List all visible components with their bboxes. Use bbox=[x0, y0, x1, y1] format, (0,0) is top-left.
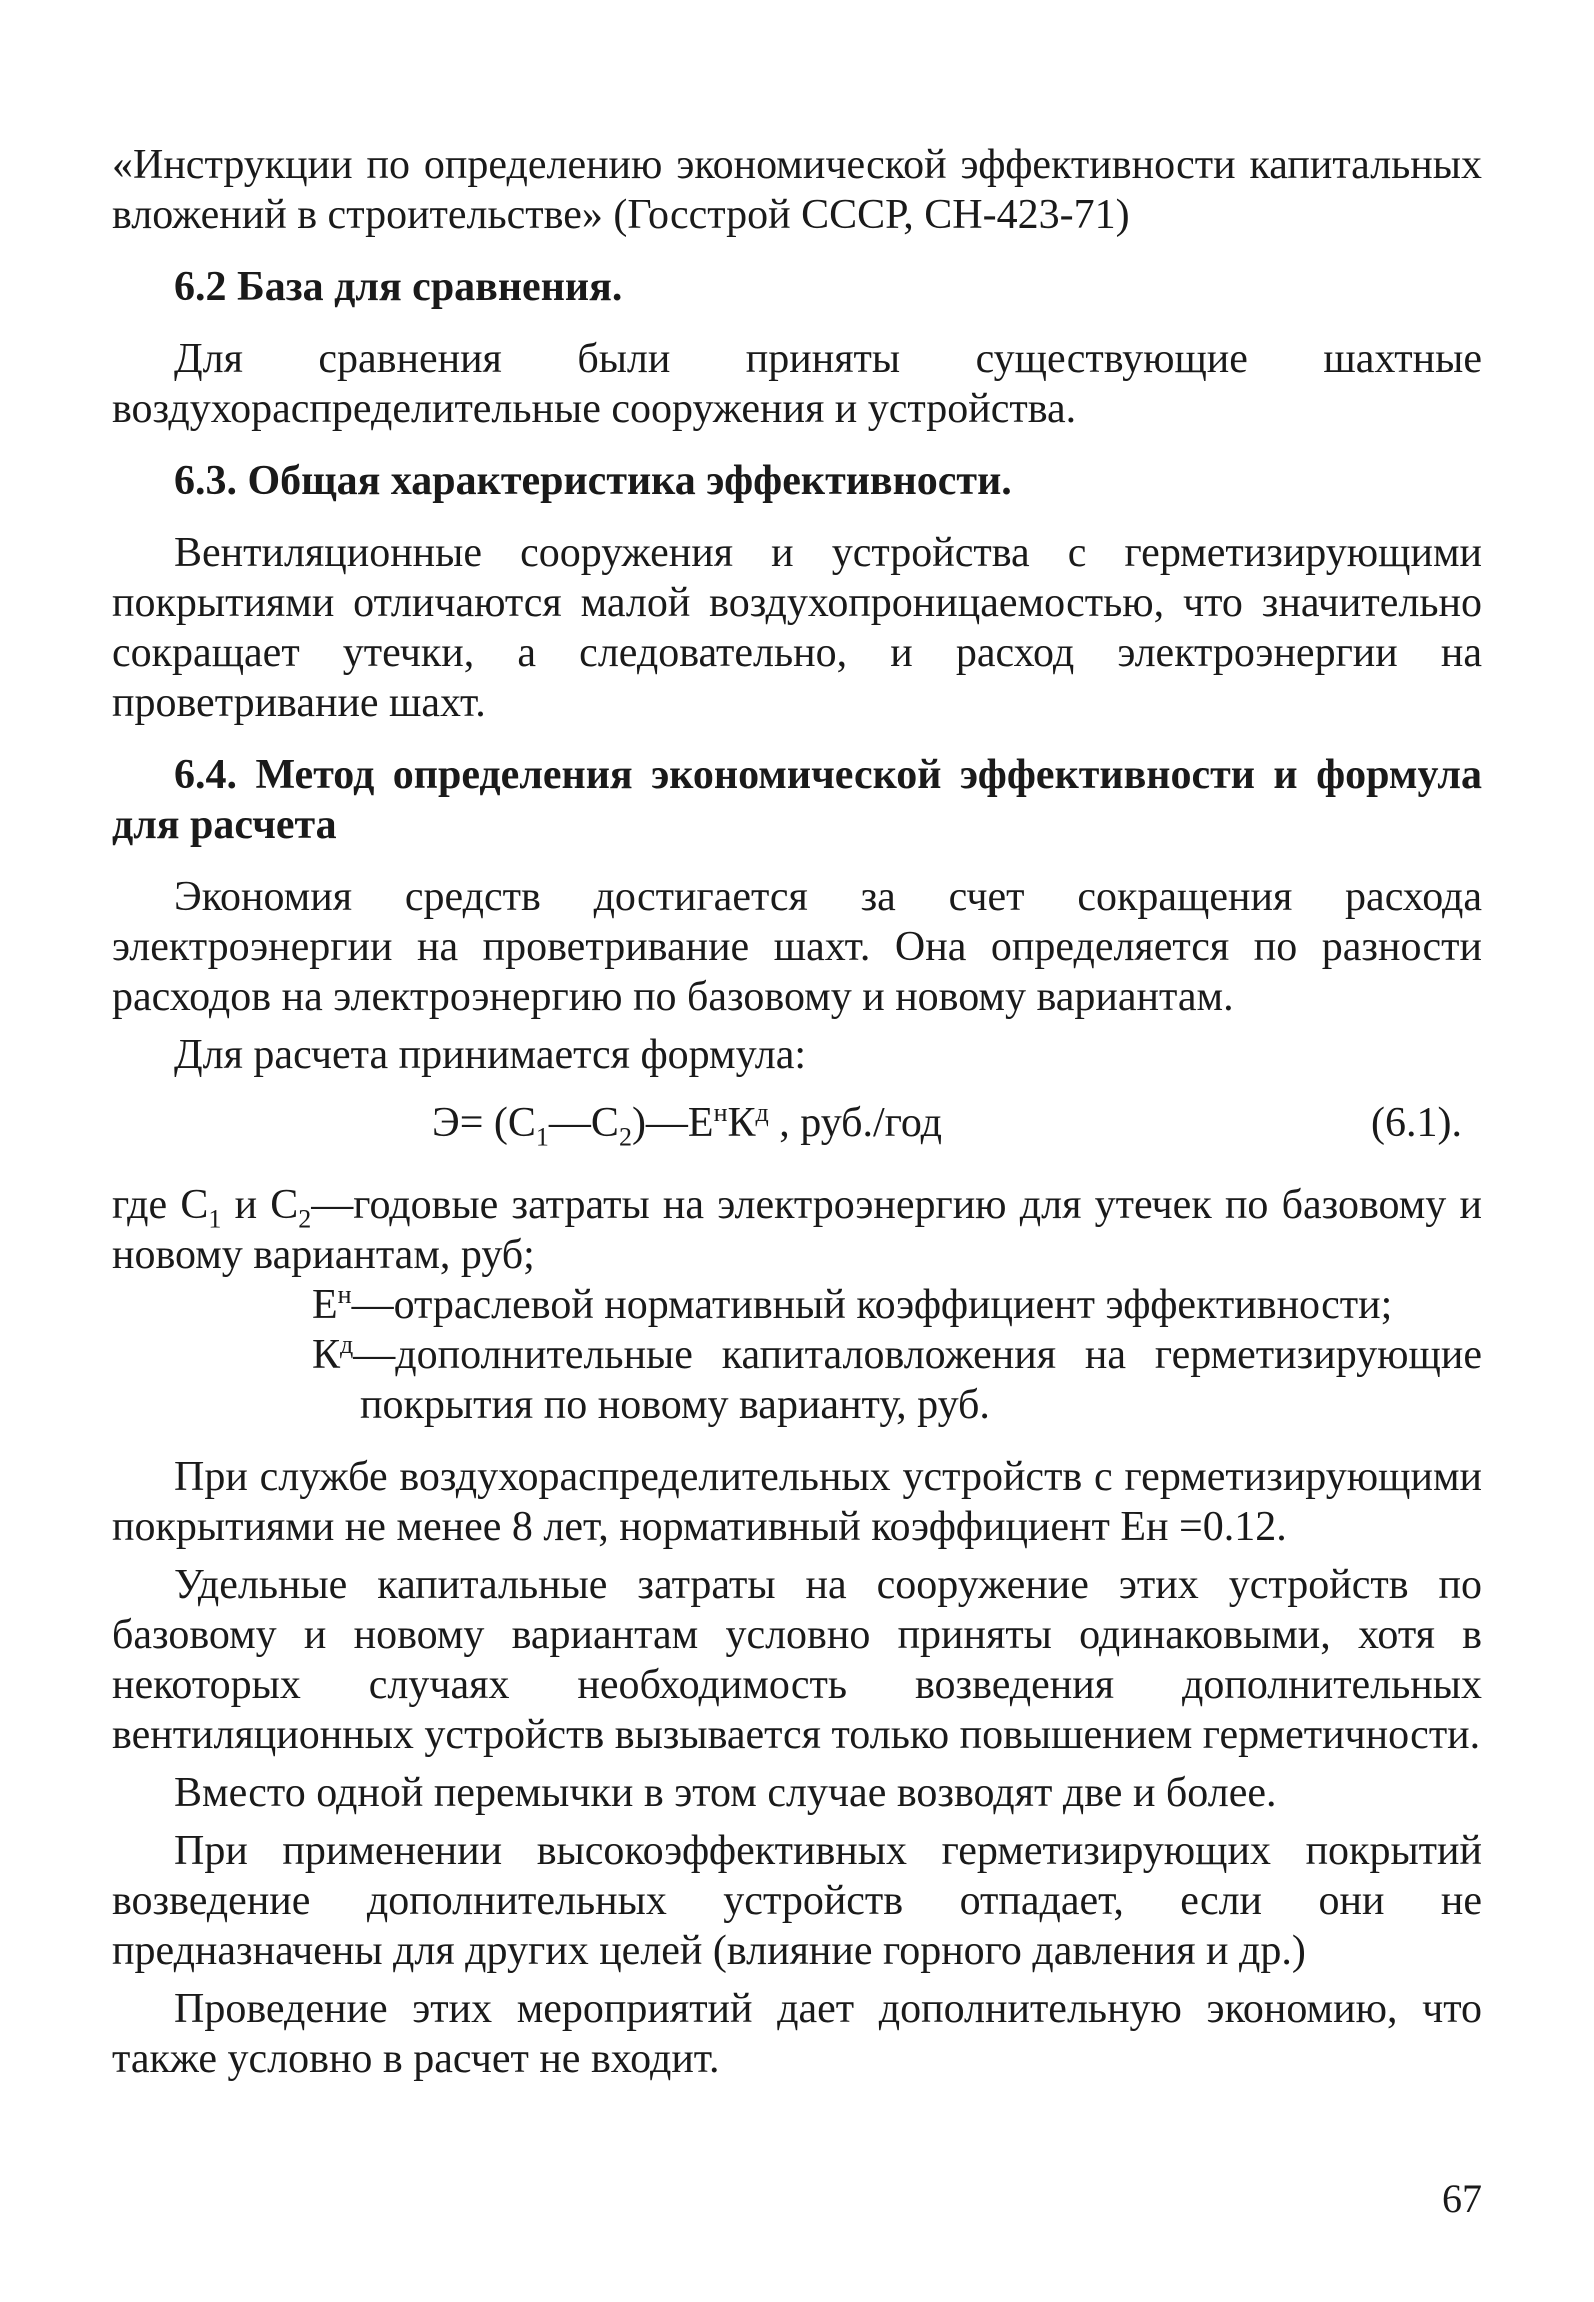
formula-mid: —С bbox=[548, 1100, 619, 1146]
formula-sub-h: н bbox=[713, 1098, 728, 1127]
formula-6-1 bbox=[112, 1098, 1482, 1158]
legend-e bbox=[112, 1280, 1482, 1330]
legend-c-text: —годовые затраты на электроэнергию для утечек по базовому и новому вариантам, руб; bbox=[112, 1182, 1482, 1278]
section-6-4-heading: 6.4. Метод определения экономической эффективности и формула для расчета bbox=[112, 752, 1482, 848]
section-6-4-text-2: Удельные капитальные затраты на сооружение этих устройств по базовому и новому вариантам условно приняты одинаковыми, хотя в некоторых случаях необходимость возведения дополнительных вентиляционных устройств вызывается только повышением герметичности. bbox=[112, 1562, 1482, 1758]
formula-expression bbox=[432, 1098, 943, 1152]
legend-c-and: и С bbox=[221, 1182, 299, 1228]
formula-sub-d: д bbox=[755, 1098, 769, 1127]
legend-k-text: —дополнительные капиталовложения на герметизирующие покрытия по новому варианту, руб. bbox=[353, 1332, 1482, 1428]
section-6-4-text-3: Вместо одной перемычки в этом случае возводят две и более. bbox=[174, 1770, 1277, 1816]
formula-legend bbox=[112, 1180, 1482, 1430]
legend-c-prefix: где С bbox=[112, 1182, 209, 1228]
legend-k-symbol: К bbox=[312, 1332, 341, 1378]
page-number: 67 bbox=[1442, 2176, 1482, 2221]
intro-paragraph: «Инструкции по определению экономической эффективности капитальных вложений в строительстве» (Госстрой СССР, СН-423-71) bbox=[112, 142, 1482, 238]
section-6-4-text-5: Проведение этих мероприятий дает дополнительную экономию, что также условно в расчет не входит. bbox=[112, 1986, 1482, 2082]
formula-sub-1: 1 bbox=[535, 1122, 549, 1152]
legend-c-sub-2: 2 bbox=[298, 1204, 312, 1234]
section-6-3-text: Вентиляционные сооружения и устройства с герметизирующими покрытиями отличаются малой воздухопроницаемостью, что значительно сокращает утечки, а следовательно, и расход электроэнергии на проветривание шахт. bbox=[112, 530, 1482, 726]
formula-unit: , руб./год bbox=[779, 1100, 943, 1146]
section-6-4-text-4: При применении высокоэффективных герметизирующих покрытий возведение дополнительных устройств отпадает, если они не предназначены для других целей (влияние горного давления и др.) bbox=[112, 1828, 1482, 1974]
section-6-4-text-en: При службе воздухораспределительных устройств с герметизирующими покрытиями не менее 8 лет, нормативный коэффициент Ен =0.12. bbox=[112, 1454, 1482, 1550]
page-content bbox=[112, 140, 1482, 2084]
legend-c bbox=[112, 1180, 1482, 1280]
legend-e-sup: н bbox=[337, 1280, 352, 1309]
legend-k-sup: д bbox=[340, 1330, 354, 1359]
formula-sub-2: 2 bbox=[618, 1122, 632, 1152]
legend-e-symbol: Е bbox=[312, 1282, 338, 1328]
legend-c-sub-1: 1 bbox=[208, 1204, 222, 1234]
formula-lhs: Э bbox=[432, 1100, 460, 1146]
formula-minus: )—Е bbox=[631, 1100, 714, 1146]
formula-k: К bbox=[727, 1100, 756, 1146]
formula-eq: = (С bbox=[459, 1100, 536, 1146]
formula-number: (6.1). bbox=[1371, 1100, 1462, 1146]
section-6-2-heading: 6.2 База для сравнения. bbox=[174, 264, 623, 310]
section-6-4-text-1: Экономия средств достигается за счет сокращения расхода электроэнергии на проветривание шахт. Она определяется по разности расходов на электроэнергию по базовому и новому вариантам. bbox=[112, 874, 1482, 1020]
section-6-3-heading: 6.3. Общая характеристика эффективности. bbox=[174, 458, 1012, 504]
section-6-2-text: Для сравнения были приняты существующие шахтные воздухораспределительные сооружения и устройства. bbox=[112, 336, 1482, 432]
legend-e-text: —отраслевой нормативный коэффициент эффективности; bbox=[351, 1282, 1393, 1328]
formula-intro: Для расчета принимается формула: bbox=[174, 1032, 807, 1078]
legend-k bbox=[112, 1330, 1482, 1430]
